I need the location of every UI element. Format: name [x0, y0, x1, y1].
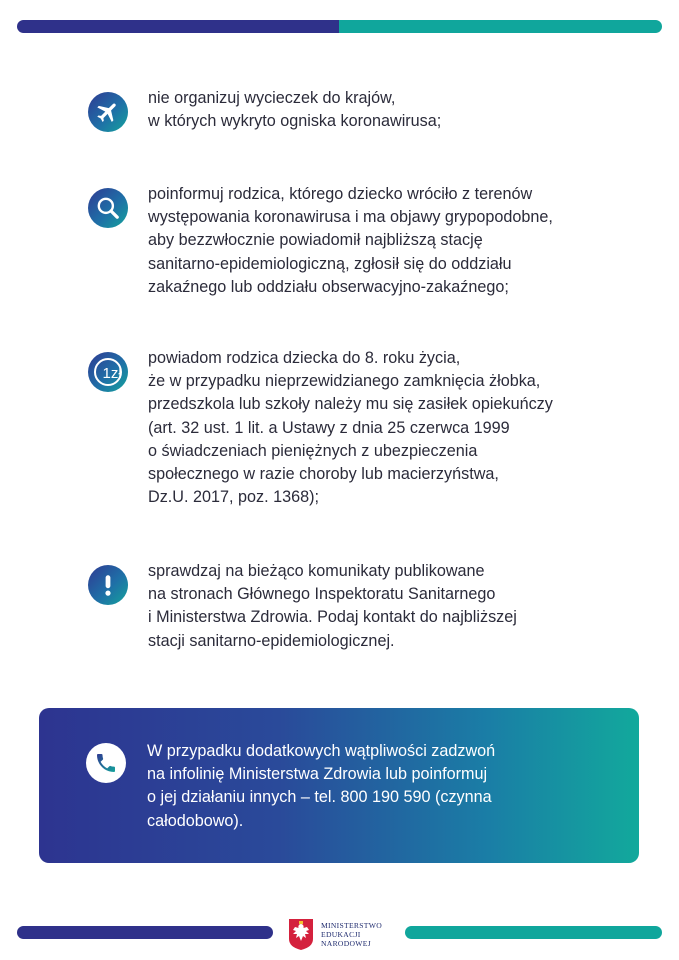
guideline-text: powiadom rodzica dziecka do 8. roku życia, że w przypadku nieprzewidzianego zamknięcia żłobka, przedszkola lub szkoły należy mu się zasiłek opiekuńczy (art. 32 ust. 1 lit. a Ustawy z dnia 25 czerwca 1999 o świadczeniach pieniężnych z ubezpieczenia społecznego w razie choroby lub macierzyństwa, Dz.U. 2017, poz. 1368); — [148, 349, 553, 507]
phone-icon — [86, 743, 126, 783]
coin-label: 1zł — [102, 365, 122, 382]
zloty-coin-icon — [88, 352, 128, 392]
guideline-item-check-announcements — [88, 562, 517, 650]
guideline-item-care-allowance — [88, 349, 553, 507]
hotline-message: W przypadku dodatkowych wątpliwości zadzwoń na infolinię Ministerstwa Zdrowia lub poinformuj o jej działaniu innych – tel. 800 190 590 (czynna całodobowo). — [147, 742, 496, 830]
guideline-text: nie organizuj wycieczek do krajów, w których wykryto ogniska koronawirusa; — [148, 89, 442, 131]
guideline-text: poinformuj rodzica, którego dziecko wróciło z terenów występowania koronawirusa i ma objawy grypopodobne, aby bezzwłocznie powiadomił najbliższą stację sanitarno-epidemiologiczną, zgłosił się do oddziału zakaźnego lub oddziału obserwacyjno-zakaźnego; — [148, 185, 553, 296]
guideline-text: sprawdzaj na bieżąco komunikaty publikowane na stronach Głównego Inspektoratu Sanitarnego i Ministerstwa Zdrowia. Podaj kontakt do najbliższej stacji sanitarno-epidemiologicznej. — [148, 562, 517, 650]
bottom-bar-teal-segment — [405, 926, 662, 939]
top-bar-teal-segment — [339, 20, 662, 33]
airplane-icon — [88, 92, 128, 132]
hotline-info-box — [39, 708, 639, 863]
ministry-logo — [287, 916, 399, 952]
magnifier-icon — [88, 188, 128, 228]
ministry-name: MINISTERSTWO EDUKACJI NARODOWEJ — [321, 920, 382, 948]
polish-eagle-emblem-icon — [287, 917, 315, 951]
guideline-item-travel — [88, 89, 442, 132]
top-bar-navy-segment — [17, 20, 339, 33]
exclamation-icon — [88, 565, 128, 605]
bottom-bar-navy-segment — [17, 926, 273, 939]
guideline-item-inform-parent — [88, 185, 553, 296]
top-decorative-bar — [17, 20, 662, 33]
